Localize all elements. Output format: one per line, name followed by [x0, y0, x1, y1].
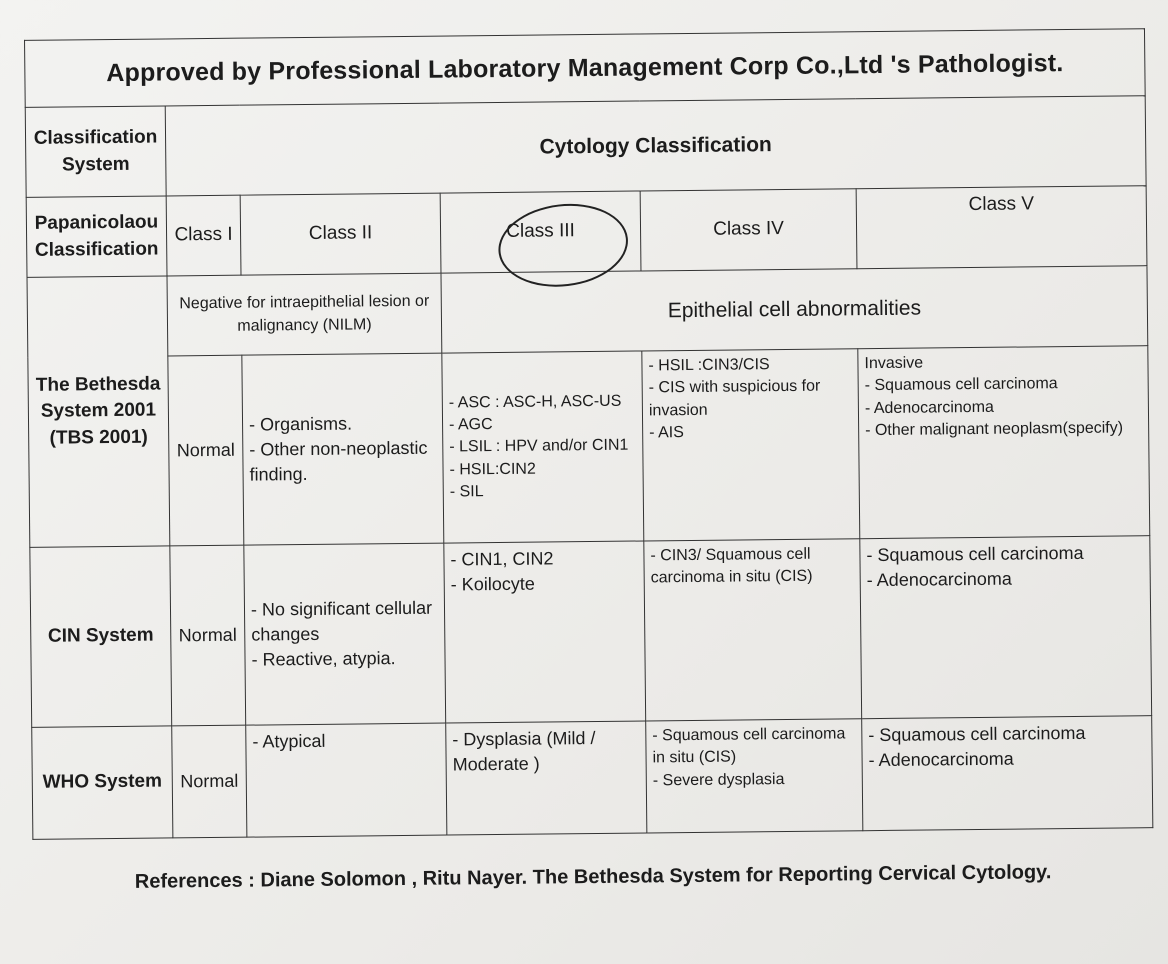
- list-item: - CIN1, CIN2: [450, 546, 637, 573]
- list-item: - Reactive, atypia.: [251, 646, 438, 673]
- list-item: - Squamous cell carcinoma in situ (CIS): [652, 723, 855, 770]
- cin-normal: Normal: [170, 545, 246, 726]
- list-item: - Organisms.: [249, 410, 436, 437]
- classification-table: [24, 28, 1153, 840]
- list-item: - Adenocarcinoma: [867, 565, 1144, 593]
- list-item: - No significant cellular changes: [251, 595, 439, 647]
- who-row: [32, 716, 1153, 840]
- list-item: - CIS with suspicious for invasion: [649, 376, 852, 423]
- nilm-label: Negative for intraepithelial lesion or malignancy (NILM): [167, 273, 442, 356]
- list-item: - SIL: [450, 480, 637, 504]
- list-item: - Other non-neoplastic finding.: [249, 436, 437, 488]
- references-note: References : Diane Solomon , Ritu Nayer. The Bethesda System for Reporting Cervical Cytology.: [134, 861, 1052, 893]
- list-item: - Koilocyte: [451, 571, 638, 598]
- cin-label: CIN System: [30, 546, 172, 727]
- bethesda-class-5: [858, 346, 1150, 539]
- invasive-heading: Invasive: [864, 354, 924, 373]
- who-normal: Normal: [172, 725, 247, 838]
- list-item: - Atypical: [252, 728, 439, 755]
- list-item: - Dysplasia (Mild / Moderate ): [452, 726, 640, 778]
- papanicolaou-label: Papanicolaou Classification: [26, 196, 167, 277]
- list-item: - Squamous cell carcinoma: [868, 720, 1145, 748]
- who-class-5: [862, 716, 1153, 831]
- who-label: WHO System: [32, 726, 173, 839]
- who-class-3: [446, 721, 647, 835]
- class-3-label: Class III: [440, 191, 641, 273]
- list-item: - Other malignant neoplasm(specify): [865, 417, 1142, 442]
- bethesda-label: The Bethesda System 2001 (TBS 2001): [27, 276, 170, 547]
- who-class-4: [646, 719, 863, 833]
- bethesda-class-3: [442, 351, 644, 543]
- list-item: - CIN3/ Squamous cell carcinoma in situ (CIS): [650, 543, 853, 590]
- bethesda-detail-row: [28, 346, 1150, 548]
- list-item: - ASC : ASC-H, ASC-US: [449, 390, 636, 414]
- list-item: - Severe dysplasia: [653, 768, 856, 793]
- class-4-label: Class IV: [640, 189, 857, 271]
- class-2-label: Class II: [240, 193, 441, 275]
- bethesda-class-4: [642, 349, 860, 541]
- header-row: [25, 96, 1146, 198]
- list-item: - HSIL :CIN3/CIS: [648, 353, 851, 378]
- cin-class-5: [860, 536, 1152, 719]
- document-title: Approved by Professional Laboratory Management Corp Co.,Ltd 's Pathologist.: [25, 29, 1146, 108]
- cin-class-4: [644, 539, 862, 721]
- title-row: [25, 29, 1146, 108]
- list-item: - LSIL : HPV and/or CIN1: [449, 435, 636, 459]
- list-item: - Squamous cell carcinoma: [866, 540, 1143, 568]
- cin-class-2: [244, 543, 446, 725]
- class-1-label: Class I: [166, 195, 241, 276]
- list-item: - AIS: [649, 420, 852, 445]
- cytology-classification-label: Cytology Classification: [165, 96, 1146, 196]
- epithelial-abnormalities-label: Epithelial cell abnormalities: [441, 266, 1148, 353]
- list-item: - Adenocarcinoma: [868, 745, 1145, 773]
- document-sheet: [18, 26, 1168, 938]
- bethesda-normal: Normal: [168, 355, 244, 546]
- list-item: - AGC: [449, 412, 636, 436]
- cin-class-3: [444, 541, 646, 723]
- list-item: - Squamous cell carcinoma: [865, 373, 1142, 398]
- list-item: - HSIL:CIN2: [449, 457, 636, 481]
- list-item: - Adenocarcinoma: [865, 395, 1142, 420]
- cin-row: [30, 536, 1152, 728]
- class-5-label: Class V: [856, 186, 1147, 269]
- bethesda-class-2: [242, 353, 444, 545]
- classification-system-label: Classification System: [25, 106, 166, 197]
- who-class-2: [246, 723, 447, 837]
